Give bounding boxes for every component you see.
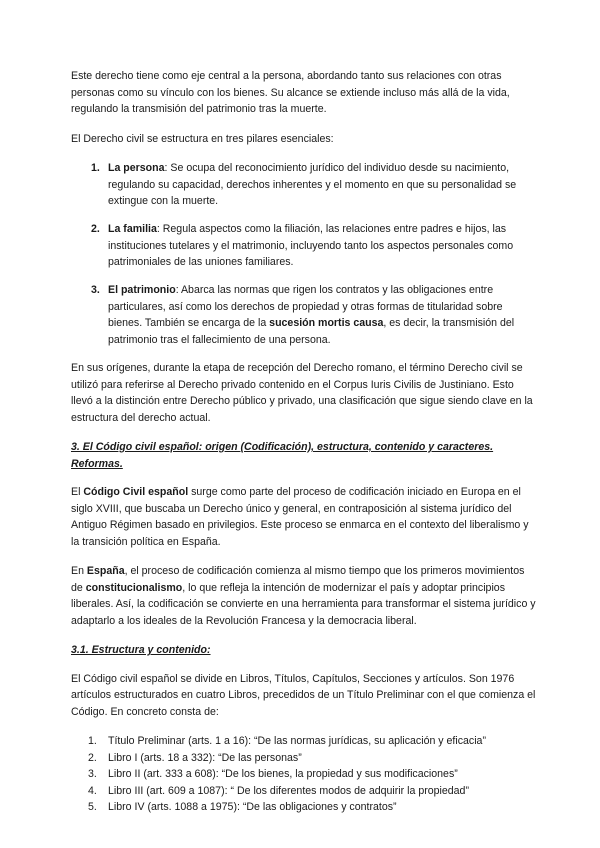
intro-paragraph: Este derecho tiene como eje central a la persona, abordando tanto sus relaciones con otras personas como su vínculo con los bienes. Su alcance se extiende incluso más allá de la vida, regulando la transmisión del patrimonio tras la muerte. bbox=[71, 70, 510, 115]
pillar-term-secondary: sucesión mortis causa bbox=[269, 317, 384, 329]
list-item bbox=[71, 221, 537, 271]
espana-paragraph bbox=[71, 563, 537, 629]
list-item-text: Título Preliminar (arts. 1 a 16): “De las normas jurídicas, su aplicación y eficacia” bbox=[108, 735, 486, 747]
list-item bbox=[71, 733, 537, 750]
document-page bbox=[71, 68, 537, 816]
codigo-bold: Código Civil español bbox=[83, 486, 189, 498]
codigo-post: surge como parte del proceso de codificación iniciado en Europa en el siglo XVIII, que buscaba un Derecho único y general, en contraposición al sistema jurídico del Antiguo Régimen basado en privilegios. Este proceso se enmarca en el contexto del liberalismo y la transición política en España. bbox=[71, 486, 529, 548]
pillar-term: La familia bbox=[108, 223, 157, 235]
espana-bold: España bbox=[86, 565, 125, 577]
list-item-text: Libro III (art. 609 a 1087): “ De los diferentes modos de adquirir la propiedad” bbox=[108, 784, 469, 797]
espana-pre: En bbox=[71, 565, 87, 577]
pillar-term: La persona bbox=[108, 162, 165, 174]
pillar-text: : Se ocupa del reconocimiento jurídico del individuo desde su nacimiento, regulando su capacidad, derechos inherentes y el momento en que su personalidad se extingue con la muerte. bbox=[108, 162, 517, 207]
list-number: 5. bbox=[88, 801, 97, 813]
list-number: 1. bbox=[88, 735, 97, 747]
section-3-heading: 3. El Código civil español: origen (Codificación), estructura, contenido y caracteres. Reformas. bbox=[71, 441, 494, 470]
list-item bbox=[71, 282, 537, 348]
pillar-term: El patrimonio bbox=[108, 284, 176, 296]
list-number: 3. bbox=[91, 284, 100, 296]
list-item bbox=[71, 766, 537, 783]
codigo-pre: El bbox=[71, 486, 84, 498]
constitucionalismo-bold: constitucionalismo bbox=[85, 581, 183, 594]
pillars-intro: El Derecho civil se estructura en tres pilares esenciales: bbox=[71, 132, 334, 145]
pillar-text: : Abarca las normas que rigen los contratos y las obligaciones entre particulares, así como los derechos de propiedad y otras formas de titularidad sobre bienes. También se encarga de la bbox=[108, 284, 503, 329]
list-item-text: Libro IV (arts. 1088 a 1975): “De las obligaciones y contratos” bbox=[108, 801, 397, 813]
espana-post: , lo que refleja la intención de modernizar el país y adoptar principios liberales. Así, la codificación se convierte en una herramienta para transformar el sistema jurídico y adaptarlo a los ideales de la Revolución Francesa y la democracia liberal. bbox=[71, 581, 536, 627]
list-number: 3. bbox=[88, 768, 97, 780]
structure-paragraph: El Código civil español se divide en Libros, Títulos, Capítulos, Secciones y artículos. Son 1976 artículos estructurados en cuatro Libros, precedidos de un Título Preliminar con el que comienza el Código. En concreto consta de: bbox=[71, 672, 536, 718]
list-item bbox=[71, 799, 537, 816]
pillar-text-secondary: , es decir, la transmisión del patrimonio tras el fallecimiento de una persona. bbox=[108, 317, 515, 346]
origins-paragraph: En sus orígenes, durante la etapa de recepción del Derecho romano, el término Derecho civil se utilizó para referirse al Derecho privado contenido en el Corpus Iuris Civilis de Justiniano. Esto llevó a la distinción entre Derecho público y privado, una clasificación que sigue siendo clave en la estructura del derecho actual. bbox=[71, 362, 533, 424]
espana-mid: , el proceso de codificación comienza al mismo tiempo que los primeros movimientos de bbox=[71, 565, 525, 594]
pillar-text: : Regula aspectos como la filiación, las relaciones entre padres e hijos, las instituciones tutelares y el matrimonio, incluyendo tanto los aspectos personales como patrimoniales de las uniones familiares. bbox=[108, 223, 514, 268]
list-number: 1. bbox=[91, 162, 100, 174]
list-item-text: Libro II (art. 333 a 608): “De los bienes, la propiedad y sus modificaciones” bbox=[108, 768, 458, 780]
list-item bbox=[71, 750, 537, 767]
codigo-paragraph bbox=[71, 484, 537, 550]
list-item bbox=[71, 160, 537, 210]
list-item-text: Libro I (arts. 18 a 332): “De las personas” bbox=[108, 751, 302, 764]
list-item bbox=[71, 783, 537, 800]
list-number: 2. bbox=[88, 751, 97, 764]
pillars-list bbox=[71, 160, 537, 348]
list-number: 2. bbox=[91, 223, 100, 235]
list-number: 4. bbox=[88, 784, 97, 797]
section-3-1-heading: 3.1. Estructura y contenido: bbox=[71, 644, 211, 656]
contents-list bbox=[71, 733, 537, 816]
